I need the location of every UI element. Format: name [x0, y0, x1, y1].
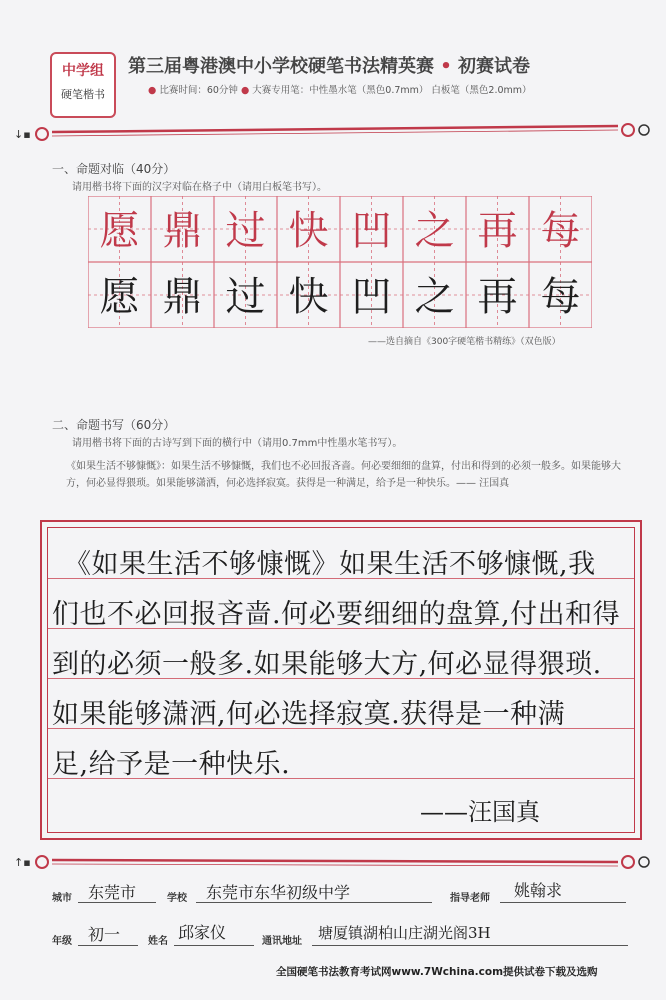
- swirl-ornament-icon: [36, 856, 48, 868]
- handwriting-line: 足,给予是一种快乐.: [52, 749, 291, 780]
- city-value: 东莞市: [88, 883, 137, 902]
- swirl-ornament-icon: [639, 125, 649, 135]
- badge-group-label: 中学组: [62, 63, 104, 79]
- grade-value: 初一: [88, 925, 121, 944]
- bullet-icon: ●: [148, 85, 157, 96]
- handwriting-line: 如果能够潇洒,何必选择寂寞.获得是一种满: [52, 699, 566, 730]
- exam-title: [128, 52, 530, 78]
- exam-title-suffix: 初赛试卷: [458, 56, 531, 77]
- model-character: 每: [540, 208, 581, 254]
- grade-label: 年级: [52, 936, 72, 947]
- city-underline: [78, 902, 156, 903]
- group-badge: [50, 52, 116, 118]
- model-character: 快: [288, 208, 329, 254]
- section1-instruction: 请用楷书将下面的汉字对临在格子中（请用白板笔书写）。: [72, 182, 327, 193]
- copied-character: 之: [414, 274, 455, 320]
- address-label: 通讯地址: [262, 936, 302, 947]
- teacher-underline: [500, 902, 626, 903]
- section1-title: 一、命题对临（40分）: [52, 162, 176, 176]
- city-label: 城市: [52, 893, 72, 904]
- model-character: 再: [477, 208, 518, 254]
- swirl-ornament-icon: [622, 124, 634, 136]
- poem-text: 《如果生活不够慷慨》：如果生活不够慷慨，我们也不必回报吝啬。何必要细细的盘算，付出和得到的必须一般多。如果能够大方，何必显得猥琐。如果能够潇洒，何必选择寂寞。获得是一种满足，给予是一种快乐。—— 汪国真: [66, 461, 621, 489]
- svg-text:↓▪: ↓▪: [14, 128, 31, 141]
- student-name-value: 邱家仪: [178, 923, 227, 942]
- title-separator-dot: •: [434, 56, 459, 77]
- bullet-icon: ●: [240, 85, 250, 96]
- writing-area-inner-border: [47, 527, 635, 833]
- copied-character: 每: [540, 274, 581, 320]
- scissors-arrow-icon: [14, 128, 31, 141]
- grade-underline: [78, 945, 138, 946]
- swirl-ornament-icon: [622, 856, 634, 868]
- copy-grid: [88, 196, 592, 328]
- section2-title: 二、命题书写（60分）: [52, 418, 176, 432]
- teacher-value: 姚翰求: [514, 881, 563, 900]
- name-underline: [174, 945, 254, 946]
- copied-character: 过: [225, 274, 266, 320]
- address-underline: [312, 945, 628, 946]
- school-value: 东莞市东华初级中学: [206, 883, 351, 902]
- teacher-label: 指导老师: [450, 893, 490, 904]
- name-label: 姓名: [148, 936, 168, 947]
- school-label: 学校: [167, 893, 187, 904]
- exam-title-main: 第三届粤港澳中小学校硬笔书法精英赛: [128, 56, 434, 77]
- model-character: 愿: [99, 208, 140, 254]
- copied-character: 快: [288, 274, 329, 320]
- exam-subtitle: [148, 82, 532, 96]
- copied-character: 愿: [99, 274, 140, 320]
- bottom-decorative-rule: [12, 850, 654, 874]
- model-character: 之: [414, 208, 455, 254]
- svg-text:↑▪: ↑▪: [14, 856, 31, 869]
- model-character: 凹: [351, 208, 392, 254]
- swirl-ornament-icon: [36, 128, 48, 140]
- badge-style-label: 硬笔楷书: [61, 88, 105, 101]
- copied-character: 再: [477, 274, 518, 320]
- copied-character: 鼎: [162, 274, 203, 320]
- model-character: 鼎: [162, 208, 203, 254]
- exam-time-info: 比赛时间：60分钟: [159, 85, 238, 96]
- swirl-ornament-icon: [639, 857, 649, 867]
- website-link[interactable]: 全国硬笔书法教育考试网www.7Wchina.com提供试卷下载及选购: [276, 966, 598, 978]
- address-value: 塘厦镇湖柏山庄湖光阁3H: [318, 924, 491, 942]
- scissors-arrow-icon: [14, 856, 31, 869]
- model-character: 过: [225, 208, 266, 254]
- top-decorative-rule: [12, 122, 654, 146]
- author-signature: ——汪国真: [420, 798, 540, 826]
- writing-area: [40, 520, 642, 840]
- school-underline: [196, 902, 432, 903]
- handwriting-line: 们也不必回报吝啬.何必要细细的盘算,付出和得: [52, 599, 621, 630]
- source-citation: ——选自摘自《300字硬笔楷书精练》（双色版）: [368, 337, 561, 347]
- handwriting-line: 到的必须一般多.如果能够大方,何必显得猥琐.: [52, 649, 602, 680]
- handwriting-line: 《如果生活不够慷慨》如果生活不够慷慨,我: [64, 549, 596, 580]
- copied-character: 凹: [351, 274, 392, 320]
- exam-pen-info: 大赛专用笔：中性墨水笔（黑色0.7mm） 白板笔（黑色2.0mm）: [252, 85, 532, 96]
- section2-instruction: 请用楷书将下面的古诗写到下面的横行中（请用0.7mm中性墨水笔书写）。: [72, 438, 403, 449]
